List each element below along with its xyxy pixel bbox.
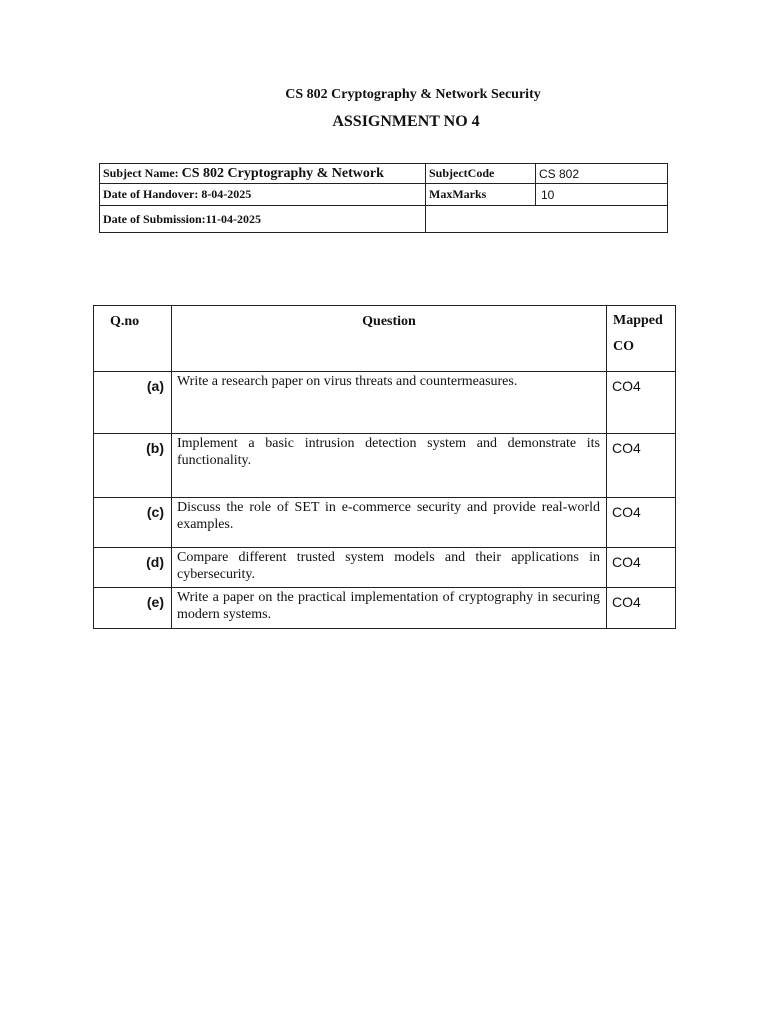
table-row [94, 498, 676, 548]
question-label: (b) [94, 434, 172, 498]
question-label: (e) [94, 588, 172, 629]
mapped-co: CO4 [607, 548, 676, 588]
subject-code-label: SubjectCode [426, 164, 536, 184]
subject-code-value: CS 802 [536, 164, 668, 184]
mapped-co: CO4 [607, 372, 676, 434]
table-row [94, 372, 676, 434]
question-label: (a) [94, 372, 172, 434]
question-text: Discuss the role of SET in e-commerce security and provide real-world examples. [172, 498, 607, 548]
subject-name-label: Subject Name: [103, 165, 179, 180]
question-header: Question [172, 306, 607, 372]
max-marks-value: 10 [536, 184, 668, 206]
question-text: Compare different trusted system models and their applications in cybersecurity. [172, 548, 607, 588]
mapped-co: CO4 [607, 498, 676, 548]
question-text: Write a research paper on virus threats and countermeasures. [172, 372, 607, 434]
subject-name-value: CS 802 Cryptography & Network [181, 165, 384, 181]
question-label: (c) [94, 498, 172, 548]
table-row [94, 434, 676, 498]
assignment-info-table [99, 163, 668, 233]
question-text: Write a paper on the practical implementation of cryptography in securing modern systems. [172, 588, 607, 629]
mapped-co-header-line2: CO [613, 339, 634, 354]
mapped-co-header [607, 306, 676, 372]
table-row [94, 548, 676, 588]
mapped-co: CO4 [607, 588, 676, 629]
empty-cell [426, 206, 668, 233]
question-label: (d) [94, 548, 172, 588]
submission-date: Date of Submission:11-04-2025 [100, 206, 426, 233]
table-row [94, 588, 676, 629]
document-title: CS 802 Cryptography & Network Security [285, 87, 541, 102]
header-row [94, 306, 676, 372]
handover-date: Date of Handover: 8-04-2025 [100, 184, 426, 206]
qno-header: Q.no [94, 306, 172, 372]
question-text: Implement a basic intrusion detection system and demonstrate its functionality. [172, 434, 607, 498]
mapped-co: CO4 [607, 434, 676, 498]
mapped-co-header-line1: Mapped [613, 313, 663, 328]
max-marks-label: MaxMarks [426, 184, 536, 206]
assignment-heading: ASSIGNMENT NO 4 [332, 113, 480, 130]
subject-name-cell [100, 164, 426, 184]
questions-table [93, 305, 676, 629]
